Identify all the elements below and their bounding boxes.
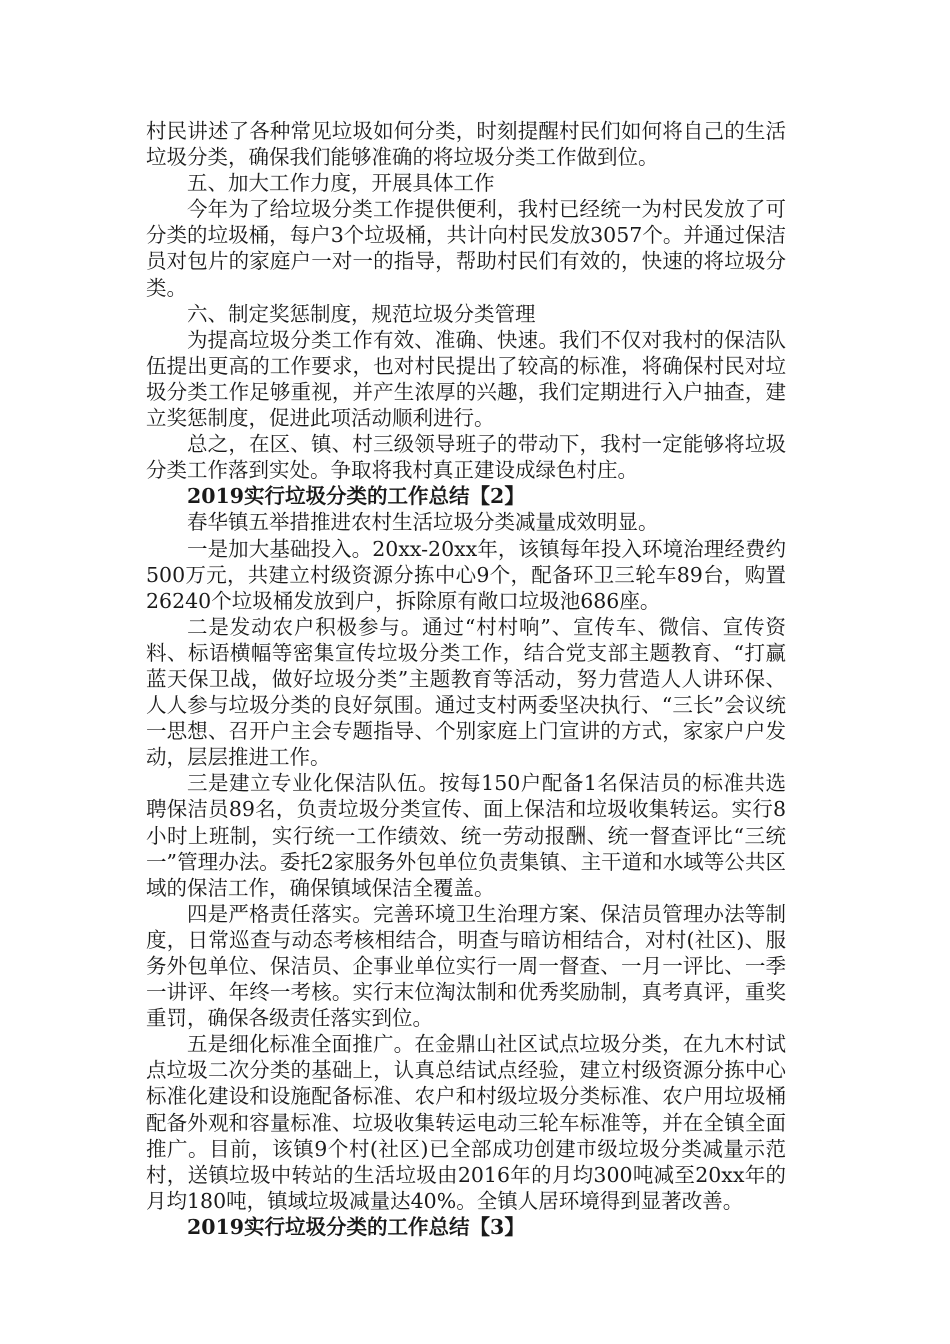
paragraph: 五是细化标准全面推广。在金鼎山社区试点垃圾分类，在九木村试点垃圾二次分类的基础上，认真总结试点经验，建立村级资源分拣中心标准化建设和设施配备标准、农户和村级垃圾分类标准、农户用垃圾桶配备外观和容量标准、垃圾收集转运电动三轮车标准等，并在全镇全面推广。目前，该镇9个村(社区)已全部成功创建市级垃圾分类减量示范村，送镇垃圾中转站的生活垃圾由2016年的月均300吨减至20xx年的月均180吨，镇域垃圾减量达40%。全镇人居环境得到显著改善。 — [146, 1032, 786, 1213]
section-title: 六、制定奖惩制度，规范垃圾分类管理 — [187, 301, 536, 326]
paragraph: 一是加大基础投入。20xx-20xx年，该镇每年投入环境治理经费约500万元，共建立村级资源分拣中心9个，配备环卫三轮车89台，购置26240个垃圾桶发放到户，拆除原有敞口垃圾池686座。 — [146, 536, 786, 613]
paragraph: 二是发动农户积极参与。通过“村村响”、宣传车、微信、宣传资料、标语横幅等密集宣传垃圾分类工作，结合党支部主题教育、“打赢蓝天保卫战，做好垃圾分类”主题教育等活动，努力营造人人讲环保、人人参与垃圾分类的良好氛围。通过支村两委坚决执行、“三长”会议统一思想、召开户主会专题指导、个别家庭上门宣讲的方式，家家户户发动，层层推进工作。 — [146, 614, 786, 770]
paragraph: 为提高垃圾分类工作有效、准确、快速。我们不仅对我村的保洁队伍提出更高的工作要求，也对村民提出了较高的标准，将确保村民对垃圾分类工作足够重视，并产生浓厚的兴趣，我们定期进行入户抽查，建立奖惩制度，促进此项活动顺利进行。 — [146, 327, 786, 431]
article-heading: 2019实行垃圾分类的工作总结【2】 — [187, 484, 525, 509]
paragraph: 今年为了给垃圾分类工作提供便利，我村已经统一为村民发放了可分类的垃圾桶，每户3个垃圾桶，共计向村民发放3057个。并通过保洁员对包片的家庭户一对一的指导，帮助村民们有效的，快速的将垃圾分类。 — [146, 197, 786, 300]
article-heading: 2019实行垃圾分类的工作总结【3】 — [187, 1214, 525, 1239]
paragraph: 春华镇五举措推进农村生活垃圾分类减量成效明显。 — [187, 510, 659, 535]
paragraph: 村民讲述了各种常见垃圾如何分类，时刻提醒村民们如何将自己的生活垃圾分类，确保我们能够准确的将垃圾分类工作做到位。 — [146, 119, 786, 170]
paragraph: 总之，在区、镇、村三级领导班子的带动下，我村一定能够将垃圾分类工作落到实处。争取将我村真正建设成绿色村庄。 — [146, 432, 786, 483]
document-page — [146, 118, 786, 1240]
paragraph: 三是建立专业化保洁队伍。按每150户配备1名保洁员的标准共选聘保洁员89名，负责垃圾分类宣传、面上保洁和垃圾收集转运。实行8小时上班制，实行统一工作绩效、统一劳动报酬、统一督查评比“三统一”管理办法。委托2家服务外包单位负责集镇、主干道和水域等公共区域的保洁工作，确保镇域保洁全覆盖。 — [146, 771, 786, 900]
section-title: 五、加大工作力度，开展具体工作 — [187, 171, 495, 196]
paragraph: 四是严格责任落实。完善环境卫生治理方案、保洁员管理办法等制度，日常巡查与动态考核相结合，明查与暗访相结合，对村(社区)、服务外包单位、保洁员、企事业单位实行一周一督查、一月一评比、一季一讲评、年终一考核。实行末位淘汰制和优秀奖励制，真考真评，重奖重罚，确保各级责任落实到位。 — [146, 901, 786, 1031]
